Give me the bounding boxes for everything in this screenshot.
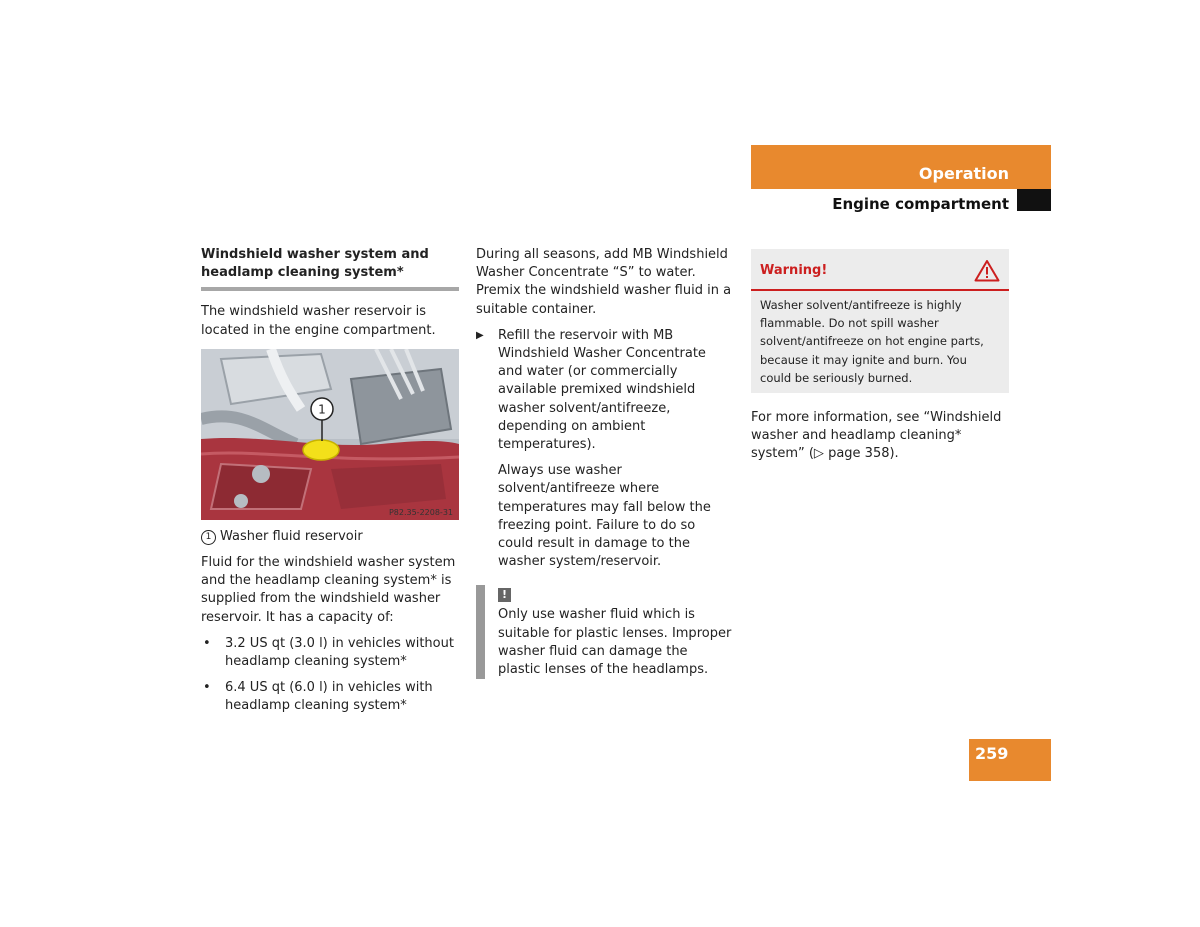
engine-illustration xyxy=(201,349,459,520)
warning-box xyxy=(751,249,1009,393)
caption-number: 1 xyxy=(201,530,216,545)
list-item: • 3.2 US qt (3.0 l) in vehicles without headlamp cleaning system* xyxy=(201,635,459,671)
notice-icon: ! xyxy=(498,588,511,602)
cross-reference-text: For more information, see “Windshield washer and headlamp cleaning* system” (▷ page 358). xyxy=(751,410,1002,462)
column-middle xyxy=(476,246,734,679)
subsection-title: Engine compartment xyxy=(832,195,1009,213)
image-code: P82.35-2208-31 xyxy=(388,507,453,517)
list-item-text: 3.2 US qt (3.0 l) in vehicles without headlamp cleaning system* xyxy=(225,635,454,670)
instruction-step xyxy=(476,327,734,454)
intro-text: The windshield washer reservoir is located in the engine compartment. xyxy=(201,304,436,338)
section-title: Operation xyxy=(918,164,1009,183)
step-arrow-icon: ▶ xyxy=(476,329,484,341)
engine-photo xyxy=(201,349,459,520)
caption-text: Washer fluid reservoir xyxy=(220,528,363,544)
seasons-text: During all seasons, add MB Windshield Washer Concentrate “S” to water. Premix the windshield washer fluid in a suitable container. xyxy=(476,247,732,317)
notice-box xyxy=(476,585,734,679)
warning-text: Washer solvent/antifreeze is highly flammable. Do not spill washer solvent/antifreeze on hot engine parts, because it may ignite and burn. You could be seriously burned. xyxy=(760,298,984,385)
page-number-tab xyxy=(969,739,1051,781)
notice-bar xyxy=(476,585,485,679)
capacity-list xyxy=(201,635,459,716)
section-heading: Windshield washer system and headlamp cleaning system* xyxy=(201,246,459,291)
image-caption xyxy=(201,528,459,546)
warning-title: Warning! xyxy=(760,262,828,278)
step-text: Refill the reservoir with MB Windshield Washer Concentrate and water (or commercially available premixed windshield washer solvent/antifreeze, depending on ambient temperatures). xyxy=(498,327,706,453)
list-item: • 6.4 US qt (6.0 l) in vehicles with headlamp cleaning system* xyxy=(201,679,459,715)
antifreeze-text: Always use washer solvent/antifreeze where temperatures may fall below the freezing point. Failure to do so could result in damage to the washer system/reservoir. xyxy=(498,463,711,570)
warning-triangle-icon xyxy=(974,259,1000,282)
notice-text: Only use washer fluid which is suitable for plastic lenses. Improper washer fluid can damage the plastic lenses of the headlamps. xyxy=(498,607,732,678)
list-item-text: 6.4 US qt (6.0 l) in vehicles with headlamp cleaning system* xyxy=(225,680,433,714)
page-number: 259 xyxy=(975,744,1009,763)
section-tab xyxy=(751,145,1051,189)
column-left xyxy=(201,246,459,716)
column-right xyxy=(751,249,1009,464)
callout-number: 1 xyxy=(318,402,326,417)
section-marker xyxy=(1017,189,1051,211)
capacity-text: Fluid for the windshield washer system and the headlamp cleaning system* is supplied from the windshield washer reservoir. It has a capacity of: xyxy=(201,555,456,625)
